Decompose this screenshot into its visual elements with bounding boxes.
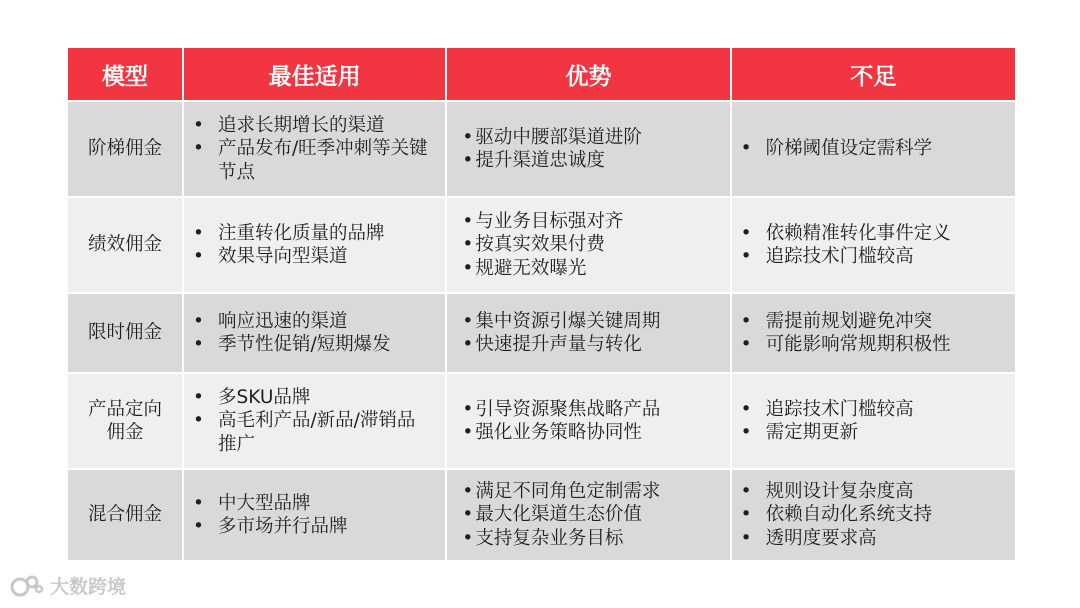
- disadvantages-cell: [732, 468, 1015, 560]
- list-item: • 阶梯阈值设定需科学: [732, 137, 1015, 161]
- list-item: • 中大型品牌: [184, 492, 445, 516]
- table-row: [68, 196, 1015, 292]
- list-item: • 最大化渠道生态价值: [447, 503, 729, 527]
- list-item: • 依赖自动化系统支持: [732, 503, 1015, 527]
- table-row: [68, 100, 1015, 196]
- model-cell: [68, 292, 184, 372]
- table-row: [68, 292, 1015, 372]
- advantages-cell: [447, 292, 731, 372]
- best-fit-cell: [184, 292, 447, 372]
- brand-logo-icon: [10, 573, 44, 599]
- list-item: • 产品发布/旺季冲刺等关键节点: [184, 137, 445, 184]
- brand-name: 大数跨境: [50, 576, 127, 598]
- best-fit-cell: [184, 372, 447, 468]
- list-item: • 规则设计复杂度高: [732, 480, 1015, 504]
- list-item: • 按真实效果付费: [447, 233, 729, 257]
- list-item: • 强化业务策略协同性: [447, 421, 729, 445]
- list-item: • 规避无效曝光: [447, 257, 729, 281]
- table-row: [68, 372, 1015, 468]
- disadvantages-cell: [732, 100, 1015, 196]
- list-item: • 依赖精准转化事件定义: [732, 222, 1015, 246]
- list-item: • 追求长期增长的渠道: [184, 114, 445, 138]
- disadvantages-list: [732, 310, 1015, 357]
- disadvantages-cell: [732, 372, 1015, 468]
- list-item: • 追踪技术门槛较高: [732, 398, 1015, 422]
- best-fit-list: [184, 492, 445, 539]
- list-item: • 季节性促销/短期爆发: [184, 333, 445, 357]
- list-item: • 需定期更新: [732, 421, 1015, 445]
- disadvantages-list: [732, 222, 1015, 269]
- list-item: • 驱动中腰部渠道进阶: [447, 126, 729, 150]
- list-item: • 与业务目标强对齐: [447, 210, 729, 234]
- advantages-list: [447, 126, 729, 173]
- model-name: 限时佣金: [87, 322, 162, 344]
- best-fit-list: [184, 310, 445, 357]
- best-fit-cell: [184, 100, 447, 196]
- advantages-cell: [447, 468, 731, 560]
- list-item: • 满足不同角色定制需求: [447, 480, 729, 504]
- list-item: • 引导资源聚焦战略产品: [447, 398, 729, 422]
- advantages-cell: [447, 196, 731, 292]
- model-cell: [68, 100, 184, 196]
- list-item: • 支持复杂业务目标: [447, 527, 729, 551]
- header-advantages: 优势: [447, 48, 731, 100]
- advantages-list: [447, 398, 729, 445]
- best-fit-list: [184, 386, 445, 457]
- model-name: 阶梯佣金: [87, 138, 162, 160]
- list-item: • 追踪技术门槛较高: [732, 245, 1015, 269]
- disadvantages-list: [732, 137, 1015, 161]
- list-item: • 高毛利产品/新品/滞销品推广: [184, 409, 445, 456]
- model-name: 产品定向佣金: [87, 398, 162, 443]
- disadvantages-list: [732, 398, 1015, 445]
- model-cell: [68, 372, 184, 468]
- best-fit-cell: [184, 196, 447, 292]
- list-item: • 可能影响常规期积极性: [732, 333, 1015, 357]
- brand-watermark: [10, 572, 126, 599]
- header-best-fit: 最佳适用: [184, 48, 447, 100]
- list-item: • 效果导向型渠道: [184, 245, 445, 269]
- advantages-list: [447, 480, 729, 551]
- list-item: • 集中资源引爆关键周期: [447, 310, 729, 334]
- disadvantages-cell: [732, 292, 1015, 372]
- model-cell: [68, 196, 184, 292]
- list-item: • 响应迅速的渠道: [184, 310, 445, 334]
- best-fit-list: [184, 222, 445, 269]
- disadvantages-cell: [732, 196, 1015, 292]
- list-item: • 多SKU品牌: [184, 386, 445, 410]
- model-name: 混合佣金: [87, 504, 162, 526]
- table-row: [68, 468, 1015, 560]
- list-item: • 提升渠道忠诚度: [447, 149, 729, 173]
- header-row: [68, 48, 1015, 100]
- list-item: • 注重转化质量的品牌: [184, 222, 445, 246]
- model-cell: [68, 468, 184, 560]
- model-name: 绩效佣金: [87, 234, 162, 256]
- list-item: • 多市场并行品牌: [184, 515, 445, 539]
- comparison-table: [68, 48, 1015, 560]
- advantages-list: [447, 310, 729, 357]
- disadvantages-list: [732, 480, 1015, 551]
- advantages-cell: [447, 372, 731, 468]
- header-model: 模型: [68, 48, 184, 100]
- list-item: • 需提前规划避免冲突: [732, 310, 1015, 334]
- header-disadvantages: 不足: [732, 48, 1015, 100]
- list-item: • 透明度要求高: [732, 527, 1015, 551]
- best-fit-list: [184, 114, 445, 185]
- best-fit-cell: [184, 468, 447, 560]
- advantages-cell: [447, 100, 731, 196]
- list-item: • 快速提升声量与转化: [447, 333, 729, 357]
- advantages-list: [447, 210, 729, 281]
